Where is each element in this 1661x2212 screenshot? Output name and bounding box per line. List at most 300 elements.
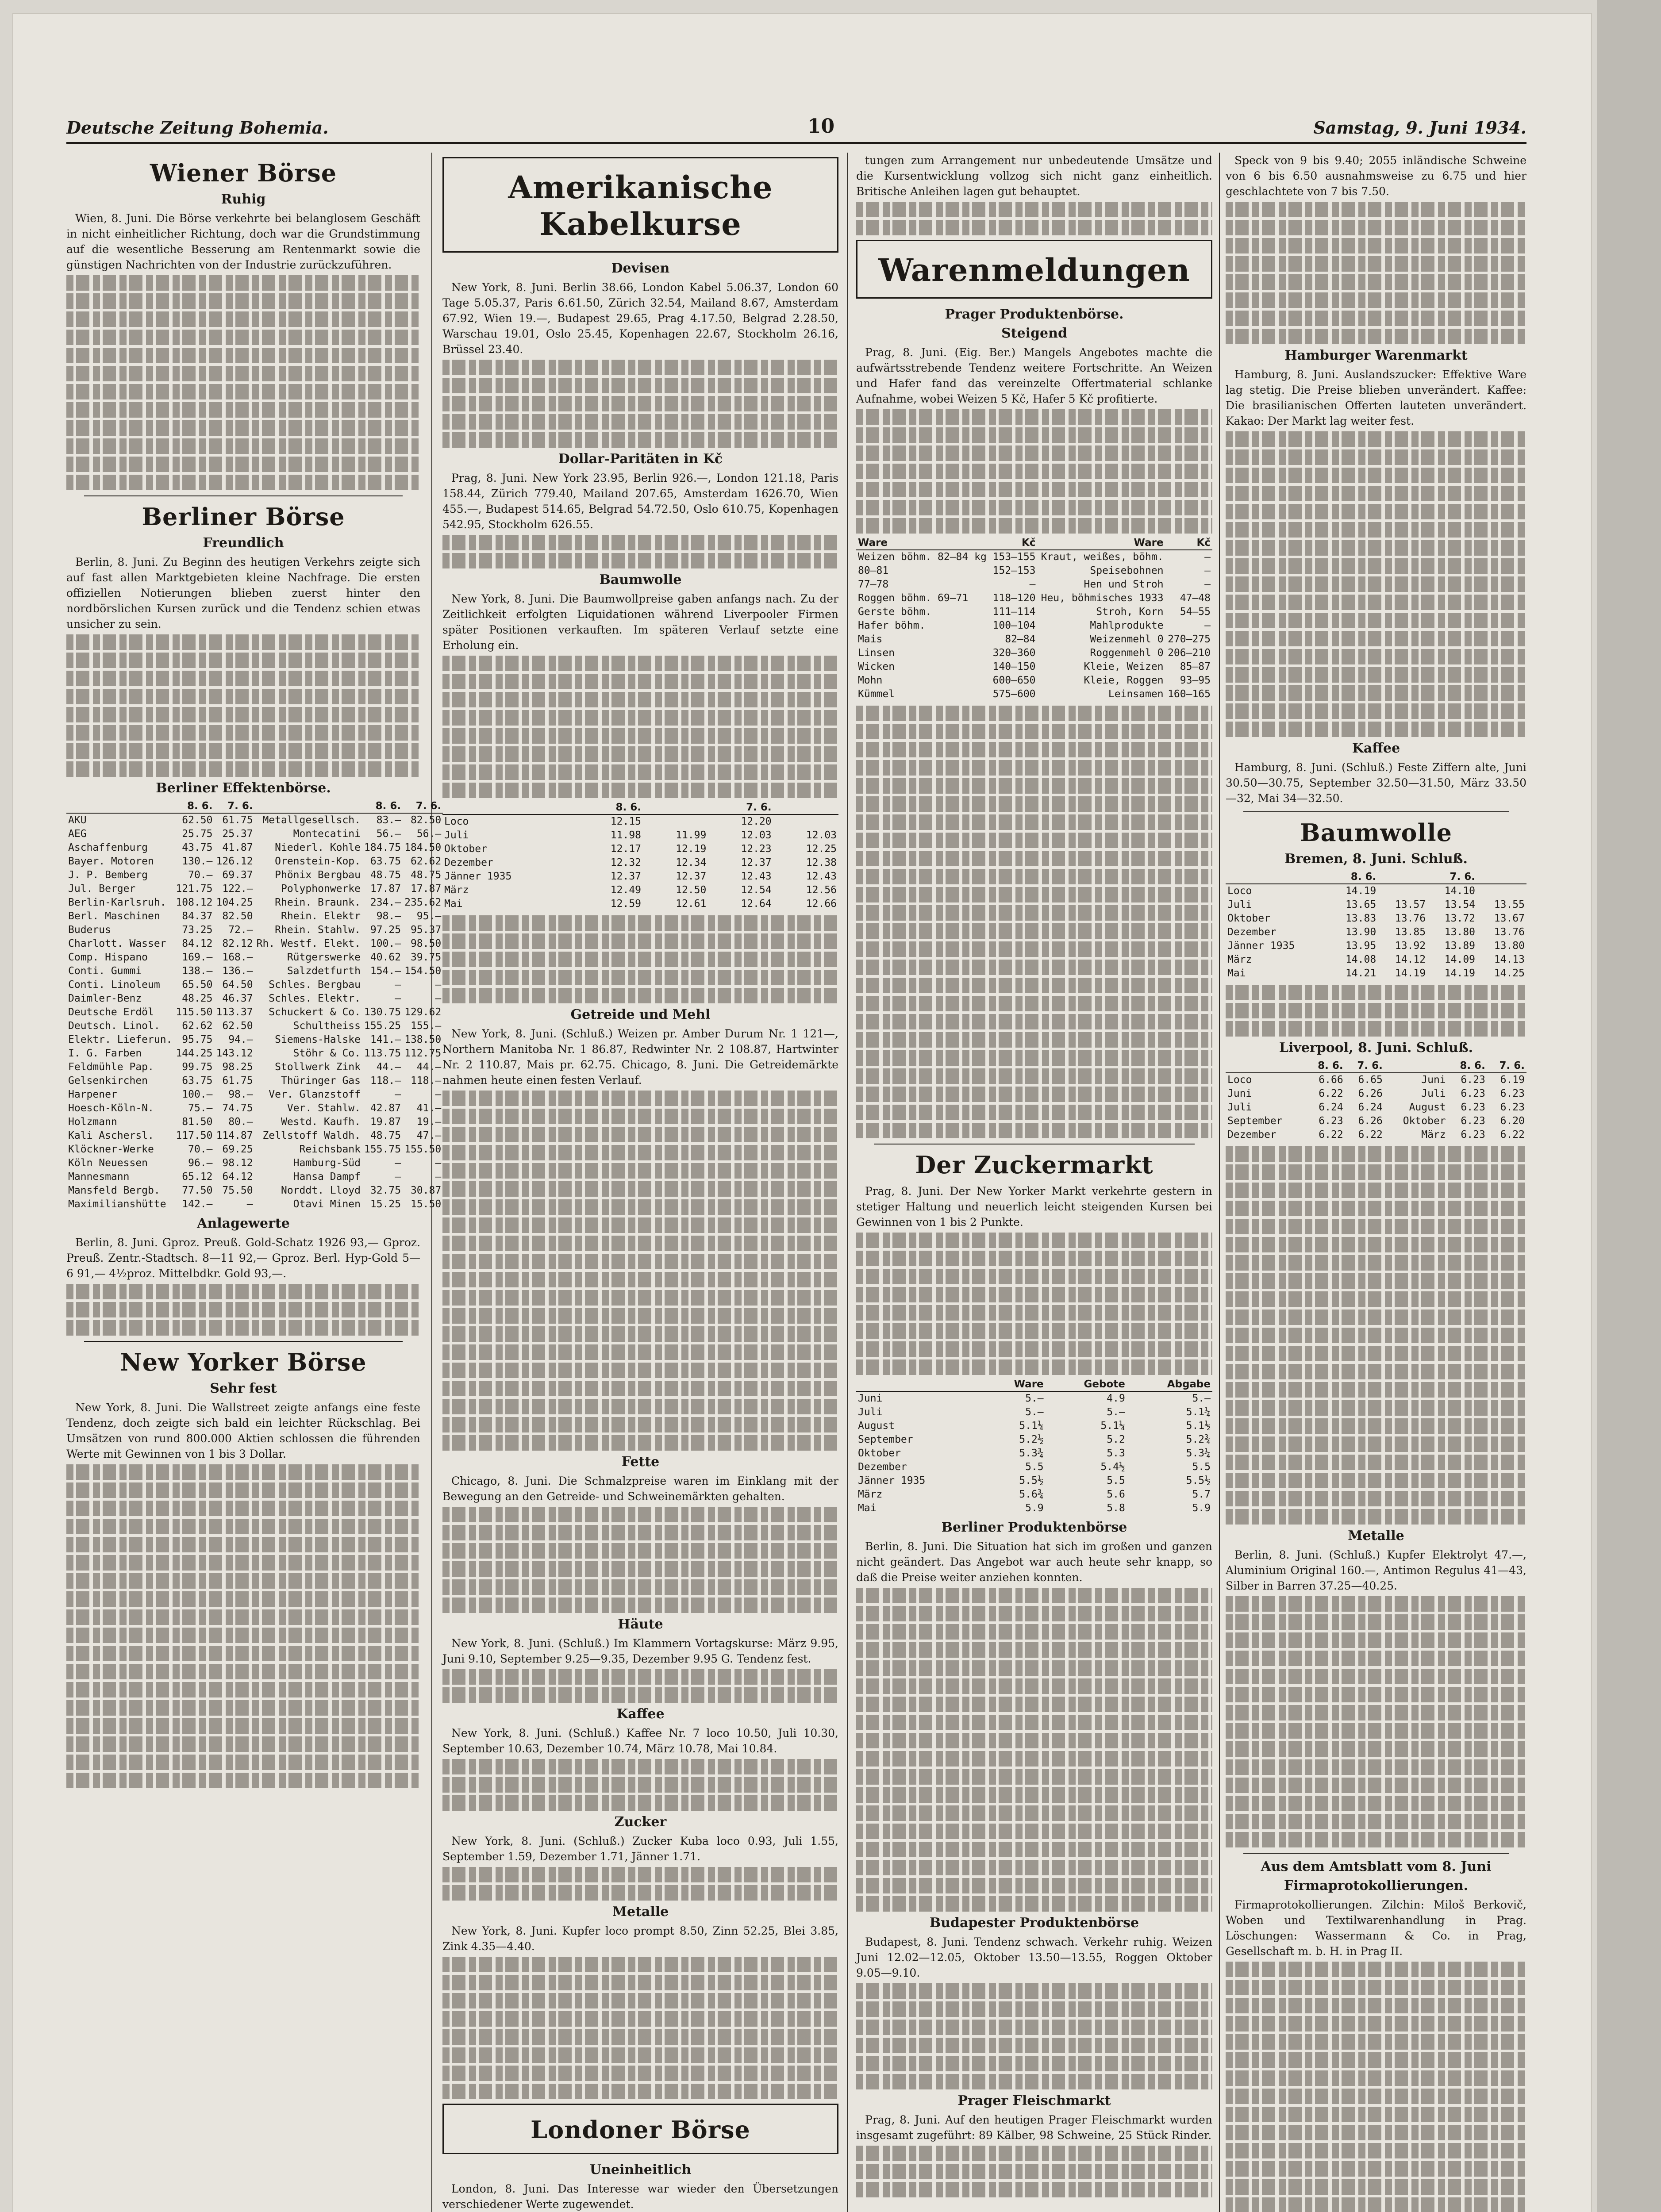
table-cell: 6.20 (1500, 1115, 1525, 1127)
table-row (66, 1170, 443, 1184)
table-cell: 48.75 (410, 869, 442, 881)
table-cell: 12.23 (741, 843, 772, 855)
table-cell: 82.50 (222, 910, 253, 922)
table-row (66, 1184, 443, 1198)
table-row (856, 674, 1212, 687)
table-cell: 14.21 (1345, 968, 1376, 979)
table-cell: 41.— (416, 1102, 442, 1114)
table-cell: 5.5 (1192, 1461, 1211, 1473)
table-cell: 152—153 (992, 565, 1036, 576)
table-cell: 12.59 (610, 898, 642, 910)
table-cell: 84.12 (182, 938, 213, 949)
table-cell: 130.— (182, 856, 213, 867)
table-cell: 81.50 (182, 1116, 213, 1128)
section-subtitle: Metalle (612, 1904, 669, 1920)
table-cell: Oktober (1227, 913, 1270, 924)
table-cell: 97.25 (370, 924, 401, 936)
table-row (66, 937, 443, 951)
section-subtitle: Baumwolle (599, 572, 682, 588)
table-cell: 130.75 (364, 1006, 401, 1018)
table-cell: 98.50 (410, 938, 442, 949)
table-cell: Hafer böhm. (858, 620, 926, 631)
table-cell: 75.— (188, 1102, 213, 1114)
table-cell: — (246, 1198, 253, 1210)
table-row (856, 660, 1212, 674)
table-cell: 82.12 (222, 938, 253, 949)
table-cell: 14.08 (1345, 954, 1376, 965)
table-cell: 13.92 (1395, 940, 1426, 952)
table-cell: 12.25 (806, 843, 837, 855)
table-cell: 154.— (370, 965, 401, 977)
table-cell: Loco (1227, 1074, 1252, 1086)
headline-box (442, 2104, 838, 2154)
table-cell: Wicken (858, 661, 895, 672)
article-text: Berlin, 8. Juni. (Schluß.) Kupfer Elektrolyt 47.—, Aluminium Original 160.—, Antimon Regulus 41—43, Silber in Barren 37.25—40.25. (1226, 1548, 1526, 1592)
paper-name: Deutsche Zeitung Bohemia. (66, 118, 329, 138)
table-cell: 100.— (182, 1089, 213, 1100)
table-row (66, 1156, 443, 1170)
table-cell: 155.50 (404, 1144, 442, 1155)
section-title: Wiener Börse (150, 159, 337, 187)
table-cell: 140—150 (992, 661, 1036, 672)
table-cell: 65.12 (182, 1171, 213, 1183)
section-title: Amerikanische Kabelkurse (508, 169, 773, 242)
section-subtitle: Kaffee (1352, 741, 1400, 756)
section-subtitle: Berliner Produktenbörse (941, 1520, 1127, 1535)
section-title: Berliner Börse (142, 503, 345, 531)
table-row (66, 813, 443, 827)
section-subtitle: Uneinheitlich (589, 2162, 692, 2177)
table-cell: Oktober (1403, 1115, 1446, 1127)
table-cell: Mannesmann (68, 1171, 130, 1183)
table-cell: Weizen böhm. 82—84 kg (858, 551, 987, 563)
table-cell: 80—81 (858, 565, 889, 576)
table-row (1226, 1114, 1526, 1128)
table-cell: 41.87 (222, 842, 253, 853)
table-cell: März (1227, 954, 1252, 965)
article-text: New York, 8. Juni. Die Baumwollpreise gaben anfangs nach. Zu der Zeitlichkeit erfolgten Liquidationen während Liverpooler Firmen später Positionen verkauften. Im späteren Verlauf setzte eine Erholung ein. (442, 592, 838, 652)
table-cell: 206—210 (1168, 647, 1211, 659)
table-cell: 39.75 (410, 952, 442, 963)
section-title: New Yorker Börse (120, 1348, 367, 1376)
produkte-table (856, 536, 1212, 701)
table-cell: Hamburg-Süd (293, 1157, 361, 1169)
table-cell: 77.50 (182, 1185, 213, 1196)
table-row (66, 1006, 443, 1019)
table-cell: Charlott. Wasser (68, 938, 166, 949)
table-cell: 129.62 (404, 1006, 442, 1018)
table-cell: Metallgesellsch. (262, 814, 361, 826)
table-cell: Holzmann (68, 1116, 117, 1128)
table-cell: Deutsch. Linol. (68, 1020, 160, 1032)
table-cell: Maximilianshütte (68, 1198, 166, 1210)
table-cell: 5.9 (1025, 1502, 1044, 1514)
table-cell: Mohn (858, 675, 883, 686)
table-cell: 98.12 (222, 1157, 253, 1169)
table-cell: 93—95 (1180, 675, 1211, 686)
table-cell: 13.80 (1494, 940, 1525, 952)
table-cell: 6.24 (1358, 1102, 1383, 1113)
table-cell: Schultheiss (293, 1020, 361, 1032)
table-row (66, 841, 443, 855)
table-header-row: 8. 6. 7. 6. 8. 6. 7. 6. (1226, 1059, 1526, 1073)
table-cell: — (435, 993, 442, 1004)
table-cell: 44.— (376, 1061, 401, 1073)
table-cell: 15.50 (410, 1198, 442, 1210)
table-cell: 5.2½ (1019, 1434, 1044, 1445)
table-cell: Dezember (1227, 926, 1277, 938)
table-cell (1477, 884, 1526, 898)
table-cell: 118—120 (992, 592, 1036, 604)
table-row (856, 1488, 1212, 1502)
table-cell: 94.— (228, 1034, 253, 1045)
table-cell: 15.25 (370, 1198, 401, 1210)
table-row (856, 619, 1212, 633)
article-text: Hamburg, 8. Juni. Auslandszucker: Effektive Ware lag stetig. Die Preise blieben unverändert. Kaffee: Die brasilianischen Offerten lauteten unverändert. Kakao: Der Markt lag weiter fest. (1226, 368, 1526, 427)
table-cell: Kali Aschersl. (68, 1130, 154, 1141)
table-cell: Salzdetfurth (287, 965, 361, 977)
table-row (856, 1447, 1212, 1460)
table-cell: 118.— (370, 1075, 401, 1087)
section-title: Londoner Börse (531, 2116, 750, 2144)
article-text: London, 8. Juni. Das Interesse war wieder den Übersetzungen verschiedener Werte zugewendet. (442, 2182, 838, 2211)
table-row (66, 896, 443, 910)
table-row (1226, 1073, 1526, 1087)
table-cell: 5.5 (1025, 1461, 1044, 1473)
table-cell: 25.37 (222, 828, 253, 840)
table-cell: 32.75 (370, 1185, 401, 1196)
table-row (856, 564, 1212, 578)
article-text: New York, 8. Juni. (Schluß.) Im Klammern Vortagskurse: März 9.95, Juni 9.10, September 9.25—9.35, Dezember 9.95 G. Tendenz fest. (442, 1637, 838, 1665)
table-cell: 25.75 (182, 828, 213, 840)
section-subtitle: Freundlich (203, 535, 284, 551)
table-cell: 95.— (416, 910, 442, 922)
table-row (856, 1419, 1212, 1433)
table-row (1226, 926, 1526, 939)
table-cell: Rh. Westf. Elekt. (256, 938, 361, 949)
table-cell: Siemens-Halske (275, 1034, 361, 1045)
table-cell: 5.— (1025, 1393, 1044, 1404)
table-cell: Rhein. Stahlw. (275, 924, 361, 936)
section-subtitle: Prager Produktenbörse. (945, 307, 1124, 322)
table-row (1226, 912, 1526, 926)
table-row (442, 870, 838, 883)
table-cell: Schles. Elektr. (269, 993, 361, 1004)
article-text: New York, 8. Juni. Die Wallstreet zeigte anfangs eine feste Tendenz, doch zeigte sich bald ein leichter Rückschlag. Bei Umsätzen von rund 800.000 Aktien schlossen die führenden Werte mit Gewinnen von 1 bis 3 Dollar. (66, 1401, 420, 1460)
table-cell: 100.— (370, 938, 401, 949)
table-cell: 155.75 (364, 1144, 401, 1155)
table-cell (773, 814, 838, 829)
table-cell: 12.03 (806, 830, 837, 841)
table-cell: — (395, 1157, 401, 1169)
table-cell: Oktober (444, 843, 487, 855)
table-cell: 12.37 (676, 871, 707, 882)
table-cell: Berl. Maschinen (68, 910, 160, 922)
table-cell: Deutsche Erdöl (68, 1006, 154, 1018)
table-cell: 112.75 (404, 1048, 442, 1059)
table-cell: 5.5½ (1019, 1475, 1044, 1486)
table-cell: 160—165 (1168, 688, 1211, 700)
table-cell: 6.23 (1461, 1102, 1485, 1113)
table-cell: 12.34 (676, 857, 707, 868)
table-cell: Juni (858, 1393, 883, 1404)
table-cell: 12.32 (610, 857, 642, 868)
table-cell: 11.98 (610, 830, 642, 841)
section-title: Der Zuckermarkt (915, 1151, 1153, 1179)
table-cell: 12.03 (741, 830, 772, 841)
table-row (66, 1019, 443, 1033)
table-cell: 13.67 (1494, 913, 1525, 924)
table-row (442, 883, 838, 897)
table-cell: Comp. Hispano (68, 952, 148, 963)
table-cell: 62.50 (222, 1020, 253, 1032)
table-cell: 44.— (416, 1061, 442, 1073)
table-row (66, 827, 443, 841)
table-cell: Dezember (444, 857, 493, 868)
table-cell: 56.— (376, 828, 401, 840)
table-cell: Stroh, Korn (1096, 606, 1164, 618)
table-row (1226, 953, 1526, 967)
table-cell: 84.37 (182, 910, 213, 922)
table-row (1226, 939, 1526, 953)
table-cell: 40.62 (370, 952, 401, 963)
section-subtitle: Sehr fest (210, 1381, 277, 1396)
table-cell: 73.25 (182, 924, 213, 936)
table-cell: 5.— (1192, 1393, 1211, 1404)
table-cell: 82—84 (1005, 634, 1036, 645)
table-cell: Kümmel (858, 688, 895, 700)
table-cell: 47—48 (1180, 592, 1211, 604)
table-cell: — (1204, 620, 1211, 631)
section-subtitle: Devisen (611, 261, 670, 276)
section-subtitle: Fette (621, 1454, 660, 1470)
table-cell: 12.56 (806, 884, 837, 896)
table-row (1226, 1101, 1526, 1114)
page-header (66, 113, 1526, 144)
table-cell: Loco (444, 816, 469, 827)
table-cell: 12.54 (741, 884, 772, 896)
table-cell: Dezember (1227, 1129, 1277, 1141)
table-cell: 17.87 (370, 883, 401, 895)
article-text: Wien, 8. Juni. Die Börse verkehrte bei belanglosem Geschäft in nicht einheitlicher Richtung, doch war die Grundstimmung auf die wesentliche Besserung am Rentenmarkt sowie die günstigen Nachrichten von der Industrie zurückzuführen. (66, 212, 420, 271)
table-cell: 14.10 (1444, 885, 1476, 897)
table-cell: 168.— (222, 952, 253, 963)
table-row (442, 897, 838, 911)
article-text: Prag, 8. Juni. (Eig. Ber.) Mangels Angebotes machte die aufwärtsstrebende Tendenz weitere Fortschritte. An Weizen und Hafer fand das vereinzelte Offertmaterial schlanke Aufnahme, wobei Weizen 5 Kč, Hafer 5 Kč profitierte. (856, 346, 1212, 405)
table-cell: 5.3¾ (1019, 1448, 1044, 1459)
table-cell: 6.24 (1319, 1102, 1343, 1113)
table-cell: 5.1¼ (1186, 1406, 1211, 1418)
table-cell: 95.37 (410, 924, 442, 936)
table-cell: Köln Neuessen (68, 1157, 148, 1169)
table-row (856, 633, 1212, 646)
table-cell: 47.— (416, 1130, 442, 1141)
table-cell: 12.66 (806, 898, 837, 910)
table-cell: 117.50 (176, 1130, 213, 1141)
table-cell: Reichsbank (299, 1144, 361, 1155)
table-cell: — (435, 1171, 442, 1183)
table-cell: 5.5½ (1186, 1475, 1211, 1486)
table-header-row: 8. 6. 7. 6. (1226, 870, 1526, 884)
table-cell: 62.62 (410, 856, 442, 867)
table-cell: Polyphonwerke (281, 883, 361, 895)
table-row (442, 829, 838, 842)
table-cell: Heu, böhmisches 1933 (1041, 592, 1164, 604)
table-cell: 5.1½ (1186, 1420, 1211, 1432)
table-cell: 142.— (182, 1198, 213, 1210)
table-cell: — (1204, 551, 1211, 563)
table-cell: 12.17 (610, 843, 642, 855)
table-cell: März (444, 884, 469, 896)
table-cell: 98.— (228, 1089, 253, 1100)
table-cell: 12.49 (610, 884, 642, 896)
table-cell: — (395, 993, 401, 1004)
table-cell: 65.50 (182, 979, 213, 991)
table-row (856, 1406, 1212, 1419)
table-cell: 63.75 (182, 1075, 213, 1087)
table-cell: 113.37 (216, 1006, 253, 1018)
section-subtitle: Dollar-Paritäten in Kč (558, 451, 723, 467)
london-sugar-table (856, 1378, 1212, 1515)
table-row (66, 964, 443, 978)
table-cell: AEG (68, 828, 87, 840)
cotton-table (442, 801, 838, 911)
table-cell: 6.23 (1319, 1115, 1343, 1127)
table-row (1226, 898, 1526, 912)
table-cell: 17.87 (410, 883, 442, 895)
section-subtitle: Ruhig (221, 192, 266, 207)
table-cell: — (435, 1157, 442, 1169)
table-row (66, 923, 443, 937)
table-cell: März (1421, 1129, 1446, 1141)
table-cell: 82.50 (410, 814, 442, 826)
table-cell: I. G. Farben (68, 1048, 142, 1059)
table-cell: 13.54 (1444, 899, 1476, 910)
table-cell: Leinsamen (1108, 688, 1164, 700)
table-cell: Montecatini (293, 828, 361, 840)
section-subtitle: Liverpool, 8. Juni. Schluß. (1279, 1040, 1473, 1056)
table-cell: 70.— (188, 869, 213, 881)
table-cell: 115.50 (176, 1006, 213, 1018)
article-text: tungen zum Arrangement nur unbedeutende Umsätze und die Kursentwicklung vollzog sich nicht ganz einheitlich. Britische Anleihen lagen gut behauptet. (856, 154, 1212, 198)
table-cell: 6.23 (1461, 1115, 1485, 1127)
table-cell: — (1029, 579, 1036, 590)
table-cell: 6.22 (1500, 1129, 1525, 1141)
table-row (1226, 884, 1526, 898)
article-text: Prag, 8. Juni. New York 23.95, Berlin 926.—, London 121.18, Paris 158.44, Zürich 779.40, Mailand 207.65, Amsterdam 1626.70, Wien 455.—, Budapest 514.65, Belgrad 54.72.50, Oslo 610.75, Kopenhagen 542.95, Stockholm 626.55. (442, 472, 838, 531)
table-cell: 114.87 (216, 1130, 253, 1141)
section-subtitle: Firmaprotokollierungen. (1284, 1878, 1469, 1893)
table-cell: 54—55 (1180, 606, 1211, 618)
table-cell: 12.38 (806, 857, 837, 868)
table-row (1226, 967, 1526, 980)
table-cell: 14.13 (1494, 954, 1525, 965)
table-row (1226, 1128, 1526, 1142)
section-subtitle: Steigend (1001, 326, 1067, 341)
table-cell: 143.12 (216, 1048, 253, 1059)
table-row (856, 605, 1212, 619)
table-cell: Dezember (858, 1461, 907, 1473)
table-cell: — (1204, 565, 1211, 576)
table-cell: September (1227, 1115, 1283, 1127)
table-cell: Mais (858, 634, 883, 645)
table-row (856, 646, 1212, 660)
table-row (66, 1060, 443, 1074)
table-cell: Conti. Linoleum (68, 979, 160, 991)
table-cell: 48.75 (370, 1130, 401, 1141)
table-cell: 62.50 (182, 814, 213, 826)
table-cell: 14.19 (1395, 968, 1426, 979)
table-row (66, 1033, 443, 1047)
table-cell: August (1409, 1102, 1446, 1113)
column-3 (856, 153, 1212, 2212)
section-title: Warenmeldungen (878, 252, 1190, 288)
table-cell: Speisebohnen (1090, 565, 1164, 576)
article-text: New York, 8. Juni. Kupfer loco prompt 8.50, Zinn 52.25, Blei 3.85, Zink 4.35—4.40. (442, 1924, 838, 1953)
table-row (66, 1115, 443, 1129)
table-cell: 13.65 (1345, 899, 1376, 910)
table-cell: 5.7 (1192, 1489, 1211, 1500)
table-cell: 270—275 (1168, 634, 1211, 645)
table-cell: 64.50 (222, 979, 253, 991)
table-cell: 5.3 (1107, 1448, 1125, 1459)
table-cell: 12.61 (676, 898, 707, 910)
table-cell: 48.25 (182, 993, 213, 1004)
bremen-table (1226, 870, 1526, 980)
article-text: Hamburg, 8. Juni. (Schluß.) Feste Ziffern alte, Juni 30.50—30.75, September 32.50—31.50, März 33.50—32, Mai 34—32.50. (1226, 761, 1526, 805)
table-cell: 12.43 (806, 871, 837, 882)
table-cell: 75.50 (222, 1185, 253, 1196)
table-cell: 6.23 (1461, 1074, 1485, 1086)
table-cell: Otavi Minen (293, 1198, 361, 1210)
table-cell: 14.19 (1345, 885, 1376, 897)
table-cell: Mahlprodukte (1090, 620, 1164, 631)
table-cell: Ver. Glanzstoff (269, 1089, 361, 1100)
table-row (856, 1391, 1212, 1406)
table-cell: 6.23 (1461, 1088, 1485, 1099)
table-cell: Juli (444, 830, 469, 841)
table-cell: — (395, 1089, 401, 1100)
table-cell: 13.89 (1444, 940, 1476, 952)
column-rule (1219, 153, 1220, 2212)
table-cell: 6.23 (1500, 1088, 1525, 1099)
table-cell: Conti. Gummi (68, 965, 142, 977)
table-cell: 138.50 (404, 1034, 442, 1045)
table-cell: Stollwerk Zink (275, 1061, 361, 1073)
table-cell: Westd. Kaufh. (281, 1116, 361, 1128)
table-row (66, 1102, 443, 1115)
table-cell: 600—650 (992, 675, 1036, 686)
table-cell: 13.72 (1444, 913, 1476, 924)
table-cell: 5.1¼ (1100, 1420, 1125, 1432)
section-subtitle: Kaffee (616, 1706, 665, 1722)
table-cell: Gelsenkirchen (68, 1075, 148, 1087)
table-cell: Gerste böhm. (858, 606, 932, 618)
table-cell (1378, 884, 1427, 898)
table-cell: 13.80 (1444, 926, 1476, 938)
table-cell: 61.75 (222, 1075, 253, 1087)
table-cell: 12.20 (741, 816, 772, 827)
section-subtitle: Anlagewerte (197, 1216, 290, 1231)
table-row (856, 1474, 1212, 1488)
table-cell: 122.— (222, 883, 253, 895)
table-cell: Rhein. Braunk. (275, 897, 361, 908)
table-cell: September (858, 1434, 913, 1445)
table-cell: August (858, 1420, 895, 1432)
table-cell: 19.87 (370, 1116, 401, 1128)
section-subtitle: Häute (618, 1617, 663, 1632)
table-cell: 108.12 (176, 897, 213, 908)
